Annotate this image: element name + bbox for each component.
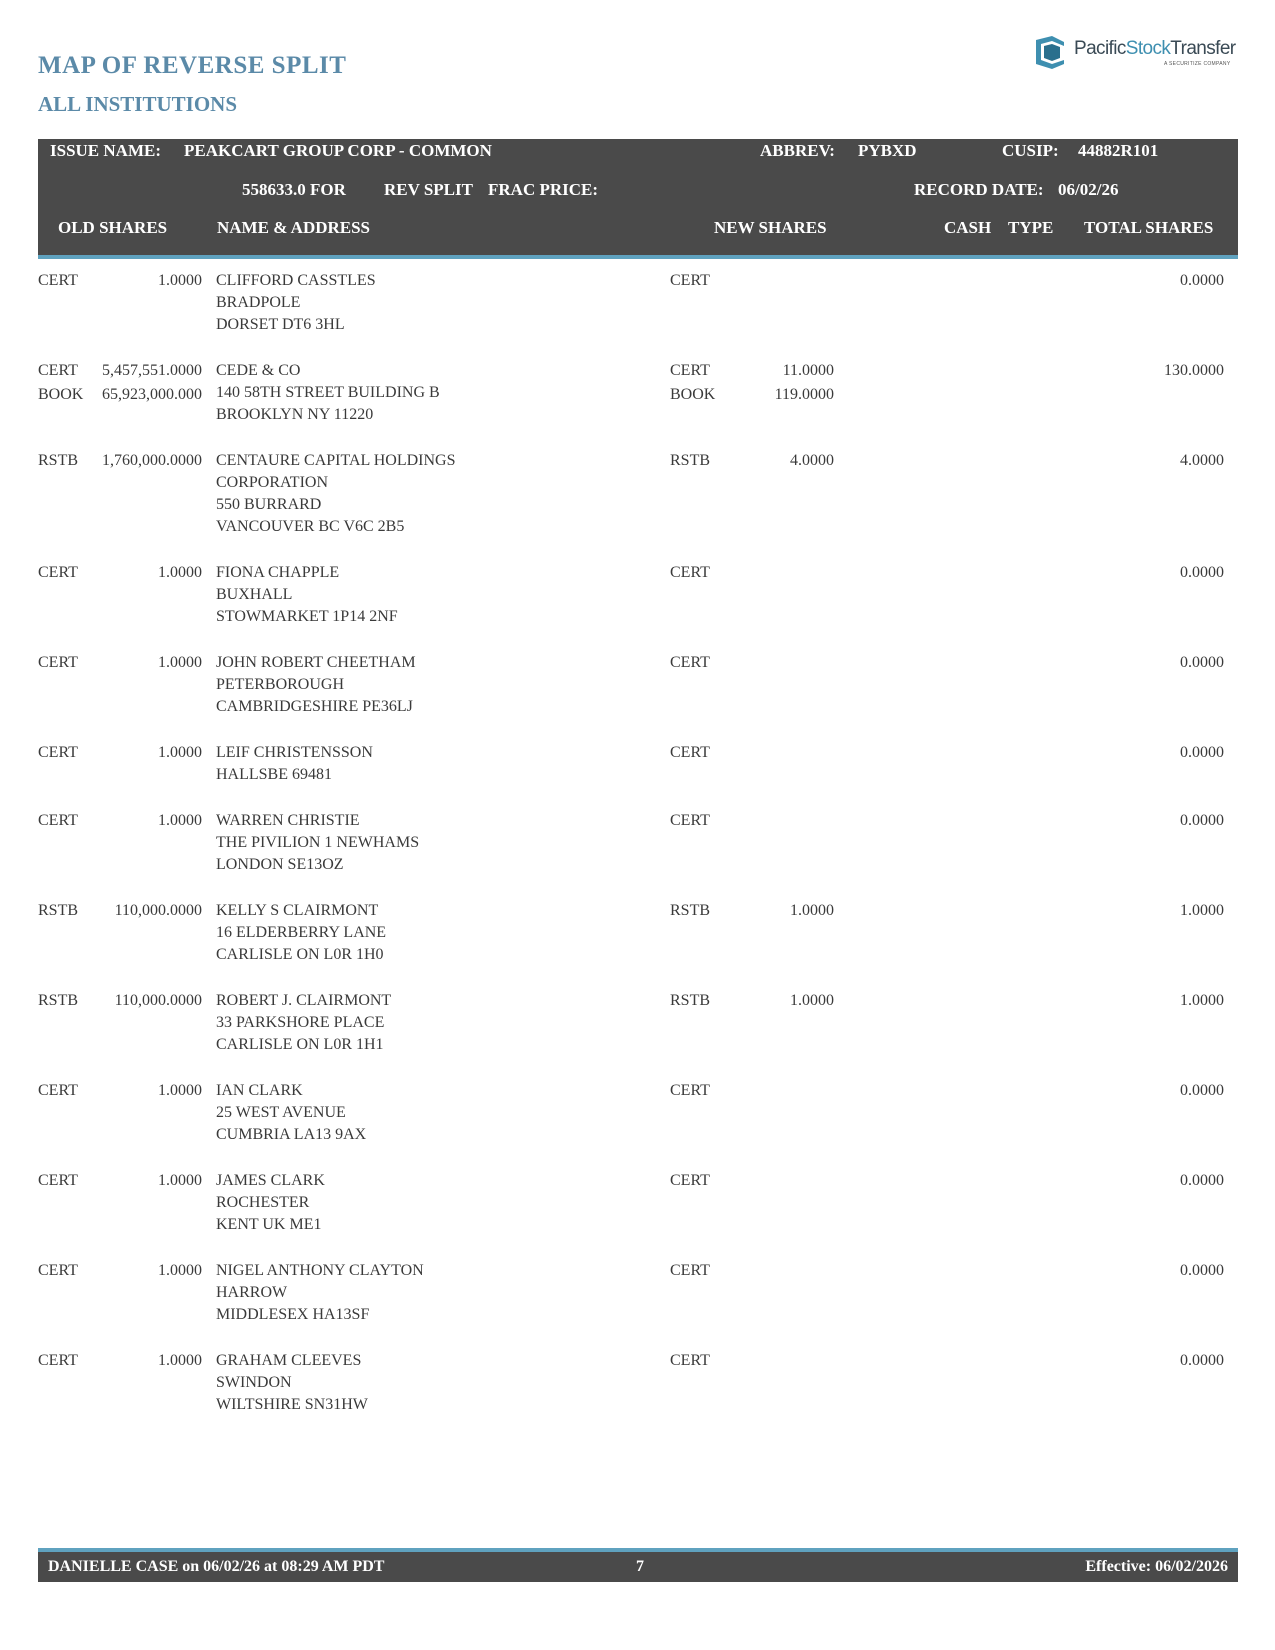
holder-name: FIONA CHAPPLE [216, 564, 340, 581]
total-shares-value: 130.0000 [1164, 362, 1224, 379]
new-holding-type: RSTB [670, 902, 711, 919]
holder-name: IAN CLARK [216, 1082, 303, 1099]
logo-wordmark [1074, 38, 1236, 60]
new-holding-type: CERT [670, 362, 710, 379]
old-holding-type: CERT [38, 272, 78, 289]
new-holding-type: CERT [670, 1262, 710, 1279]
new-holding-type: CERT [670, 744, 710, 761]
old-shares-value: 1.0000 [158, 812, 202, 829]
old-holding-type: CERT [38, 812, 78, 829]
holder-address-line: ROCHESTER [216, 1194, 310, 1211]
total-shares-value: 0.0000 [1180, 1352, 1224, 1369]
old-shares-value: 110,000.0000 [114, 992, 202, 1009]
holder-name: KELLY S CLAIRMONT [216, 902, 379, 919]
total-shares-value: 0.0000 [1180, 1172, 1224, 1189]
old-shares-value: 65,923,000.000 [102, 386, 202, 403]
record-date-value: 06/02/26 [1058, 180, 1119, 199]
rev-split-label: REV SPLIT [384, 180, 473, 199]
holder-address-line: PETERBOROUGH [216, 676, 345, 693]
logo-name-part2: Stock [1125, 38, 1171, 59]
holder-name: CEDE & CO [216, 362, 301, 379]
old-shares-value: 1.0000 [158, 564, 202, 581]
new-shares-value: 1.0000 [790, 992, 834, 1009]
issue-name-label: ISSUE NAME: [50, 141, 161, 160]
old-shares-value: 1.0000 [158, 1352, 202, 1369]
new-shares-value: 119.0000 [774, 386, 834, 403]
new-holding-type: CERT [670, 272, 710, 289]
col-cash: CASH [944, 218, 992, 237]
abbrev-value: PYBXD [858, 141, 917, 160]
holder-address-line: BROOKLYN NY 11220 [216, 406, 374, 423]
report-footer [38, 1548, 1238, 1582]
holder-address-line: THE PIVILION 1 NEWHAMS [216, 834, 420, 851]
total-shares-value: 1.0000 [1180, 992, 1224, 1009]
holder-address-line: DORSET DT6 3HL [216, 316, 345, 333]
old-holding-type: CERT [38, 1082, 78, 1099]
new-shares-value: 1.0000 [790, 902, 834, 919]
logo-name-part3: Transfer [1170, 38, 1236, 59]
holder-address-line: KENT UK ME1 [216, 1216, 322, 1233]
holder-name: JAMES CLARK [216, 1172, 325, 1189]
logo-mark-icon [1030, 32, 1070, 72]
old-holding-type: RSTB [38, 902, 79, 919]
old-shares-value: 1.0000 [158, 654, 202, 671]
holder-address-line: 16 ELDERBERRY LANE [216, 924, 387, 941]
total-shares-value: 1.0000 [1180, 902, 1224, 919]
total-shares-value: 0.0000 [1180, 564, 1224, 581]
old-shares-value: 5,457,551.0000 [102, 362, 202, 379]
total-shares-value: 0.0000 [1180, 1082, 1224, 1099]
holder-address-line: CARLISLE ON L0R 1H1 [216, 1036, 384, 1053]
frac-price-label: FRAC PRICE: [488, 180, 599, 199]
old-shares-value: 1.0000 [158, 744, 202, 761]
cusip-value: 44882R101 [1078, 141, 1159, 160]
abbrev-label: ABBREV: [760, 141, 835, 160]
new-holding-type: RSTB [670, 992, 711, 1009]
col-name-address: NAME & ADDRESS [217, 218, 371, 237]
new-holding-type: RSTB [670, 452, 711, 469]
col-old-shares: OLD SHARES [58, 218, 168, 237]
holder-address-line: 33 PARKSHORE PLACE [216, 1014, 385, 1031]
footer-generated-by: DANIELLE CASE on 06/02/26 at 08:29 AM PDT [48, 1558, 385, 1575]
holder-address-line: WILTSHIRE SN31HW [216, 1396, 368, 1413]
report-header [38, 139, 1238, 259]
holder-address-line: 25 WEST AVENUE [216, 1104, 346, 1121]
footer-effective-date: Effective: 06/02/2026 [1085, 1558, 1228, 1575]
old-shares-value: 1.0000 [158, 1082, 202, 1099]
old-shares-value: 1.0000 [158, 272, 202, 289]
holder-name: WARREN CHRISTIE [216, 812, 360, 829]
holder-address-line: 140 58TH STREET BUILDING B [216, 384, 440, 401]
page-title: MAP OF REVERSE SPLIT [38, 52, 347, 79]
holder-address-line: VANCOUVER BC V6C 2B5 [216, 518, 405, 535]
new-holding-type: CERT [670, 654, 710, 671]
col-total-shares: TOTAL SHARES [1084, 218, 1214, 237]
old-holding-type: CERT [38, 1352, 78, 1369]
old-holding-type: CERT [38, 1262, 78, 1279]
total-shares-value: 4.0000 [1180, 452, 1224, 469]
cusip-label: CUSIP: [1002, 141, 1059, 160]
holder-address-line: HARROW [216, 1284, 288, 1301]
holder-address-line: CARLISLE ON L0R 1H0 [216, 946, 384, 963]
issue-name-value: PEAKCART GROUP CORP - COMMON [184, 141, 492, 160]
record-date-label: RECORD DATE: [914, 180, 1044, 199]
old-holding-type: CERT [38, 654, 78, 671]
new-holding-type: CERT [670, 564, 710, 581]
new-holding-type: BOOK [670, 386, 716, 403]
old-holding-type: RSTB [38, 452, 79, 469]
total-shares-value: 0.0000 [1180, 272, 1224, 289]
holder-address-line: CORPORATION [216, 474, 329, 491]
col-new-shares: NEW SHARES [714, 218, 827, 237]
page-subtitle: ALL INSTITUTIONS [38, 92, 237, 116]
old-holding-type: CERT [38, 564, 78, 581]
new-holding-type: CERT [670, 812, 710, 829]
holder-address-line: BUXHALL [216, 586, 293, 603]
old-holding-type: RSTB [38, 992, 79, 1009]
old-shares-value: 1,760,000.0000 [102, 452, 202, 469]
total-shares-value: 0.0000 [1180, 654, 1224, 671]
holder-name: CENTAURE CAPITAL HOLDINGS [216, 452, 456, 469]
holder-address-line: LONDON SE13OZ [216, 856, 344, 873]
total-shares-value: 0.0000 [1180, 812, 1224, 829]
company-logo [1030, 32, 1240, 72]
old-shares-value: 110,000.0000 [114, 902, 202, 919]
old-holding-type: CERT [38, 744, 78, 761]
old-holding-type: CERT [38, 362, 78, 379]
split-ratio: 558633.0 FOR [242, 180, 346, 199]
holder-name: JOHN ROBERT CHEETHAM [216, 654, 416, 671]
holder-address-line: 550 BURRARD [216, 496, 322, 513]
old-shares-value: 1.0000 [158, 1262, 202, 1279]
holder-address-line: CUMBRIA LA13 9AX [216, 1126, 367, 1143]
old-holding-type: CERT [38, 1172, 78, 1189]
new-shares-value: 11.0000 [782, 362, 834, 379]
holder-name: NIGEL ANTHONY CLAYTON [216, 1262, 424, 1279]
col-type: TYPE [1008, 218, 1054, 237]
holder-name: CLIFFORD CASSTLES [216, 272, 376, 289]
holder-name: GRAHAM CLEEVES [216, 1352, 362, 1369]
old-holding-type: BOOK [38, 386, 84, 403]
holder-address-line: MIDDLESEX HA13SF [216, 1306, 370, 1323]
new-holding-type: CERT [670, 1172, 710, 1189]
logo-name-part1: Pacific [1074, 38, 1126, 59]
new-holding-type: CERT [670, 1082, 710, 1099]
new-shares-value: 4.0000 [790, 452, 834, 469]
total-shares-value: 0.0000 [1180, 1262, 1224, 1279]
holder-name: ROBERT J. CLAIRMONT [216, 992, 392, 1009]
old-shares-value: 1.0000 [158, 1172, 202, 1189]
footer-page-number: 7 [636, 1558, 644, 1575]
new-holding-type: CERT [670, 1352, 710, 1369]
holder-address-line: CAMBRIDGESHIRE PE36LJ [216, 698, 413, 715]
logo-tagline: A SECURITIZE COMPANY [1164, 61, 1231, 67]
holder-name: LEIF CHRISTENSSON [216, 744, 373, 761]
holder-address-line: STOWMARKET 1P14 2NF [216, 608, 398, 625]
holder-address-line: HALLSBE 69481 [216, 766, 332, 783]
total-shares-value: 0.0000 [1180, 744, 1224, 761]
holder-address-line: BRADPOLE [216, 294, 301, 311]
holder-address-line: SWINDON [216, 1374, 292, 1391]
